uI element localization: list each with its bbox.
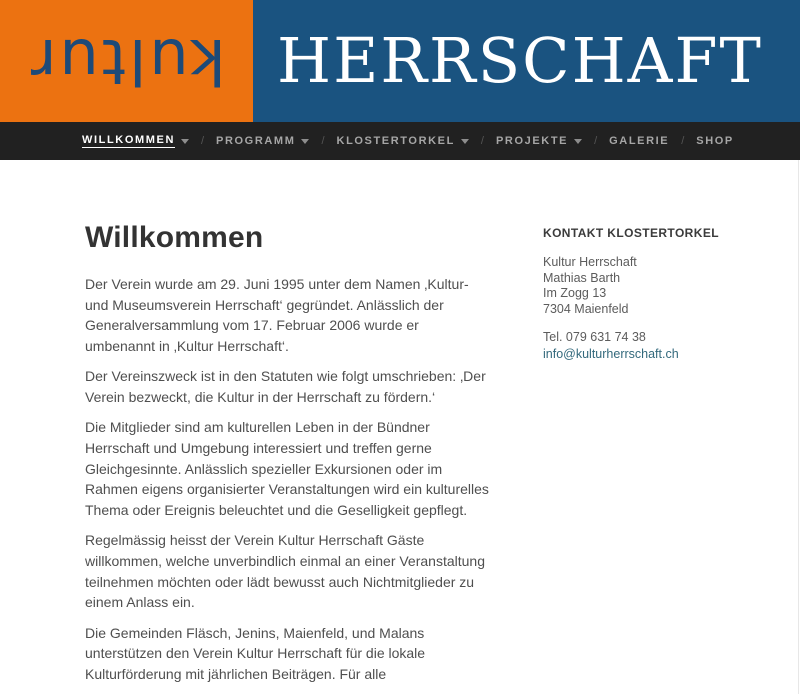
- chevron-down-icon: [301, 139, 309, 144]
- nav-item-programm[interactable]: [216, 135, 309, 148]
- members-paragraph: Die Mitglieder sind am kulturellen Leben in der Bündner Herrschaft und Umgebung interessiert und treffen gerne Gleichgesinnte. Anlässlich spezieller Exkursionen oder im Rahmen eigens organisierter Veranstaltungen wird ein kulturelles Thema oder Ereignis beleuchtet und die Geselligkeit gepflegt.: [85, 419, 489, 518]
- address-line: Mathias Barth: [543, 270, 621, 285]
- nav-separator: /: [321, 135, 325, 147]
- nav-item-galerie[interactable]: [609, 135, 669, 148]
- address-line: Kultur Herrschaft: [543, 255, 637, 269]
- nav-item-label: SHOP: [696, 134, 734, 147]
- nav-item-label: PROJEKTE: [495, 134, 569, 147]
- chevron-down-icon: [181, 139, 189, 144]
- nav-separator: /: [200, 135, 205, 147]
- chevron-down-icon: [574, 139, 582, 144]
- guests-paragraph: Regelmässig heisst der Verein Kultur Herrschaft Gäste willkommen, welche unverbindlich einmal an einer Veranstaltung teilnehmen möchten oder lädt bewusst auch Nichtmitglieder zu einem Anlass ein.: [85, 532, 485, 611]
- contact-address: [543, 255, 733, 318]
- chevron-down-icon: [461, 139, 469, 144]
- sidebar-heading: KONTAKT KLOSTERTORKEL: [543, 226, 719, 240]
- purpose-paragraph: Der Vereinszweck ist in den Statuten wie folgt umschrieben: ‚Der Verein bezweckt, die Kultur in der Herrschaft zu fördern.‘: [85, 368, 486, 405]
- municipalities-paragraph: Die Gemeinden Fläsch, Jenins, Maienfeld, und Malans unterstützen den Verein Kultur Herrschaft für die lokale Kulturförderung mit jährlichen Beiträgen. Für alle: [85, 624, 426, 682]
- nav-separator: /: [594, 135, 598, 147]
- phone-number: Tel. 079 631 74 38: [543, 329, 646, 344]
- kultur-logo-text: kultur: [27, 25, 226, 98]
- main-nav: [0, 122, 800, 160]
- nav-item-shop[interactable]: [696, 135, 734, 148]
- page-content: [0, 160, 800, 694]
- nav-item-label: KLOSTERTORKEL: [336, 134, 455, 147]
- nav-item-label: WILLKOMMEN: [82, 134, 175, 146]
- email-link[interactable]: info@kulturherrschaft.ch: [543, 347, 679, 362]
- contact-sidebar: [543, 223, 733, 694]
- intro-paragraph: Der Verein wurde am 29. Juni 1995 unter dem Namen ‚Kultur- und Museumsverein Herrschaft‘ gegründet. Anlässlich der Generalversammlung vom 17. Februar 2006 wurde er umbenannt in ‚Kultur Herrschaft‘.: [85, 276, 469, 354]
- nav-item-projekte[interactable]: [496, 135, 582, 148]
- nav-item-label: PROGRAMM: [216, 134, 296, 147]
- nav-item-willkommen[interactable]: [82, 134, 189, 148]
- contact-details: [543, 330, 733, 364]
- nav-separator: /: [681, 135, 685, 147]
- main-column: [85, 223, 491, 694]
- page-title: Willkommen: [85, 221, 264, 254]
- kultur-logo[interactable]: [0, 0, 253, 122]
- nav-item-label: GALERIE: [609, 134, 670, 147]
- site-banner: [0, 0, 800, 122]
- site-title: HERRSCHAFT: [277, 24, 763, 97]
- herrschaft-banner[interactable]: [253, 0, 800, 122]
- nav-item-klostertorkel[interactable]: [337, 135, 469, 148]
- address-line: 7304 Maienfeld: [543, 301, 629, 316]
- nav-separator: /: [480, 135, 484, 147]
- address-line: Im Zogg 13: [543, 286, 607, 301]
- page-edge-divider: [798, 160, 799, 694]
